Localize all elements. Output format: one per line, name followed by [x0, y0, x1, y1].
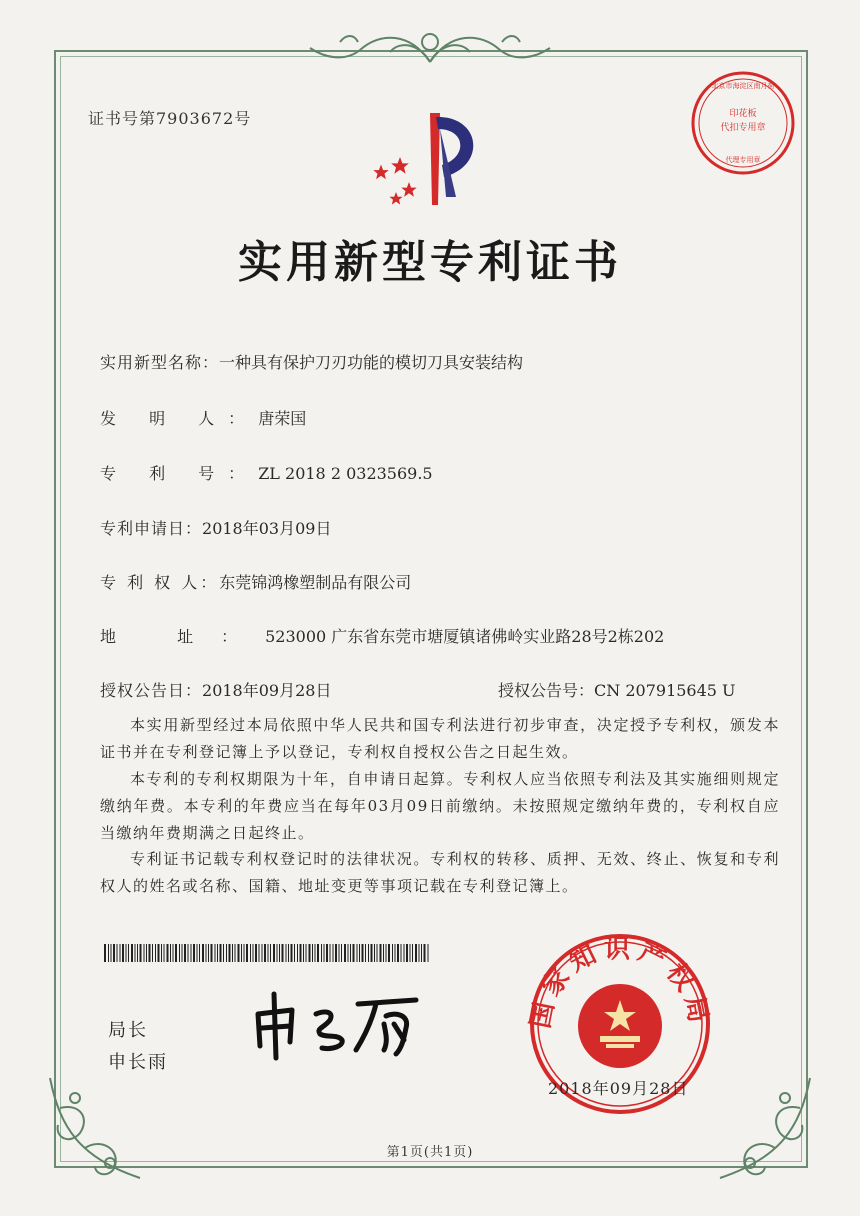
field-grant-no	[498, 678, 736, 701]
svg-text:代扣专用章: 代扣专用章	[720, 123, 766, 133]
seal-ring-text: 国家知识产权局	[525, 934, 715, 1031]
svg-text:北京市海淀区南月荷: 北京市海淀区南月荷	[711, 82, 775, 90]
signature-title: 局长	[108, 1020, 148, 1041]
svg-text:代理专用章: 代理专用章	[725, 156, 761, 164]
certificate-title: 实用新型专利证书	[238, 237, 622, 288]
field-patent-no-label: 专 利 号：	[100, 464, 259, 483]
field-grant-no-value: CN 207915645 U	[594, 681, 736, 700]
corner-ornament-left-icon	[40, 1068, 160, 1188]
top-ornament-icon	[300, 22, 560, 70]
field-filing-date-value: 2018年03月09日	[202, 519, 332, 538]
field-patent-no-value: ZL 2018 2 0323569.5	[258, 464, 433, 483]
field-name-value: 一种具有保护刀刃功能的模切刀具安装结构	[219, 353, 524, 372]
seal-date: 2018年09月28日	[548, 1079, 689, 1098]
field-grant-date	[100, 678, 331, 701]
field-address	[100, 624, 664, 647]
field-grant-no-label: 授权公告号：	[498, 681, 595, 700]
field-inventor	[100, 406, 306, 429]
field-address-value: 523000 广东省东莞市塘厦镇诸佛岭实业路28号2栋202	[265, 627, 665, 646]
svg-text:印花板: 印花板	[729, 109, 757, 119]
page-footer: 第1页(共1页)	[386, 1145, 474, 1160]
field-grant-date-value: 2018年09月28日	[202, 681, 332, 700]
paragraph-1: 本实用新型经过本局依照中华人民共和国专利法进行初步审查，决定授予专利权，颁发本证书并在专利登记簿上予以登记，专利权自授权公告之日起生效。	[100, 716, 780, 761]
field-filing-date-label: 专利申请日：	[100, 519, 203, 538]
agency-seal-icon	[688, 68, 798, 178]
signature-name: 申长雨	[108, 1052, 168, 1073]
certificate-number: 证书号第7903672号	[88, 109, 252, 128]
field-patent-no	[100, 461, 433, 484]
field-inventor-value: 唐荣国	[258, 409, 307, 428]
paragraph-2: 本专利的专利权期限为十年，自申请日起算。专利权人应当依照专利法及其实施细则规定缴纳年费。本专利的年费应当在每年03月09日前缴纳。未按照规定缴纳年费的，专利权自应当缴纳年费期满之日起终止。	[100, 770, 780, 842]
field-filing-date	[100, 516, 331, 539]
field-address-label: 地 址：	[100, 627, 266, 646]
field-patentee	[100, 570, 411, 593]
paragraph-3: 专利证书记载专利权登记时的法律状况。专利权的转移、质押、无效、终止、恢复和专利权人的姓名或名称、国籍、地址变更等事项记载在专利登记簿上。	[100, 850, 780, 895]
field-name-label: 实用新型名称：	[100, 353, 220, 372]
field-patentee-label: 专 利 权 人：	[100, 573, 220, 592]
cnipa-logo-icon	[360, 105, 500, 215]
handwritten-signature-icon	[246, 984, 446, 1064]
field-inventor-label: 发 明 人：	[100, 409, 259, 428]
barcode-icon	[104, 944, 430, 962]
field-patentee-value: 东莞锦鸿橡塑制品有限公司	[219, 573, 412, 592]
field-grant-date-label: 授权公告日：	[100, 681, 203, 700]
field-name	[100, 350, 523, 373]
